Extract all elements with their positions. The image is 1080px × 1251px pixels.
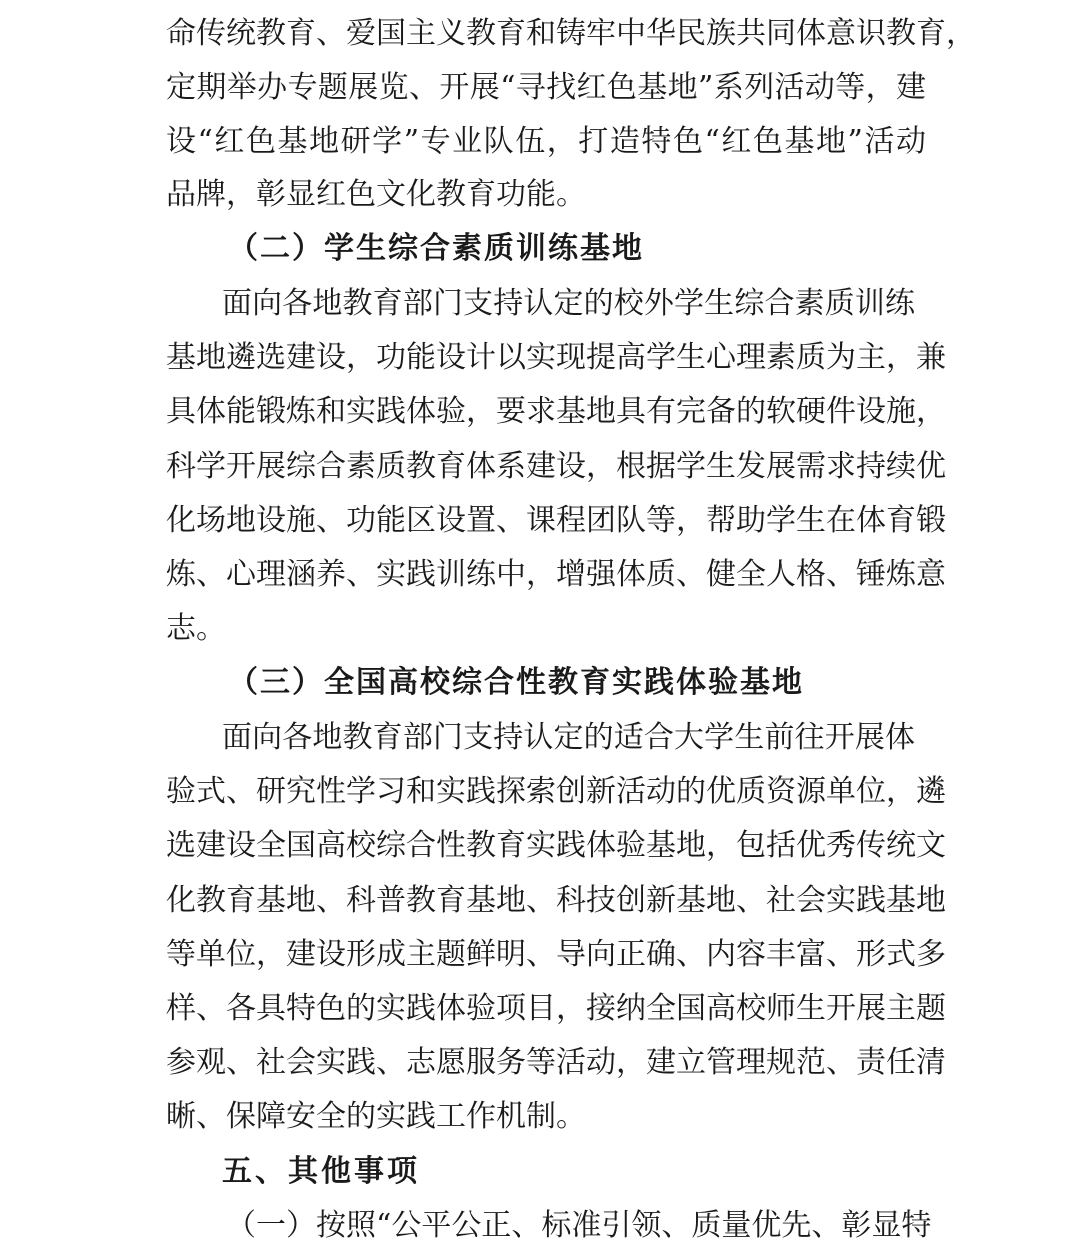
paragraph-line: 参观、社会实践、志愿服务等活动，建立管理规范、责任清	[166, 1045, 946, 1080]
paragraph-line: 验式、研究性学习和实践探索创新活动的优质资源单位，遴	[166, 774, 946, 809]
paragraph-line: 品牌，彰显红色文化教育功能。	[166, 177, 586, 212]
paragraph-line: 面向各地教育部门支持认定的校外学生综合素质训练	[222, 286, 915, 321]
paragraph-line: 晰、保障安全的实践工作机制。	[166, 1099, 586, 1134]
paragraph-line: 具体能锻炼和实践体验，要求基地具有完备的软硬件设施，	[166, 394, 946, 429]
paragraph-line: 科学开展综合素质教育体系建设，根据学生发展需求持续优	[166, 449, 946, 484]
paragraph-line: 命传统教育、爱国主义教育和铸牢中华民族共同体意识教育，	[166, 16, 976, 51]
section-heading-3: （三）全国高校综合性教育实践体验基地	[228, 665, 804, 700]
paragraph-line: 炼、心理涵养、实践训练中，增强体质、健全人格、锤炼意	[166, 557, 946, 592]
paragraph-line: 化教育基地、科普教育基地、科技创新基地、社会实践基地	[166, 883, 946, 918]
section-heading-2: （二）学生综合素质训练基地	[228, 231, 644, 266]
paragraph-line: 样、各具特色的实践体验项目，接纳全国高校师生开展主题	[166, 991, 946, 1026]
paragraph-line: 定期举办专题展览、开展“寻找红色基地”系列活动等，建	[166, 70, 926, 105]
paragraph-line: 志。	[166, 611, 226, 646]
paragraph-line: 选建设全国高校综合性教育实践体验基地，包括优秀传统文	[166, 828, 946, 863]
paragraph-line: 基地遴选建设，功能设计以实现提高学生心理素质为主，兼	[166, 340, 946, 375]
paragraph-line: 等单位，建设形成主题鲜明、导向正确、内容丰富、形式多	[166, 937, 946, 972]
paragraph-line: 面向各地教育部门支持认定的适合大学生前往开展体	[222, 720, 915, 755]
paragraph-line: 化场地设施、功能区设置、课程团队等，帮助学生在体育锻	[166, 503, 946, 538]
paragraph-line: 设“红色基地研学”专业队伍，打造特色“红色基地”活动	[166, 124, 926, 159]
paragraph-line: （一）按照“公平公正、标准引领、质量优先、彰显特	[226, 1208, 932, 1243]
section-heading-5: 五、其他事项	[222, 1154, 420, 1189]
